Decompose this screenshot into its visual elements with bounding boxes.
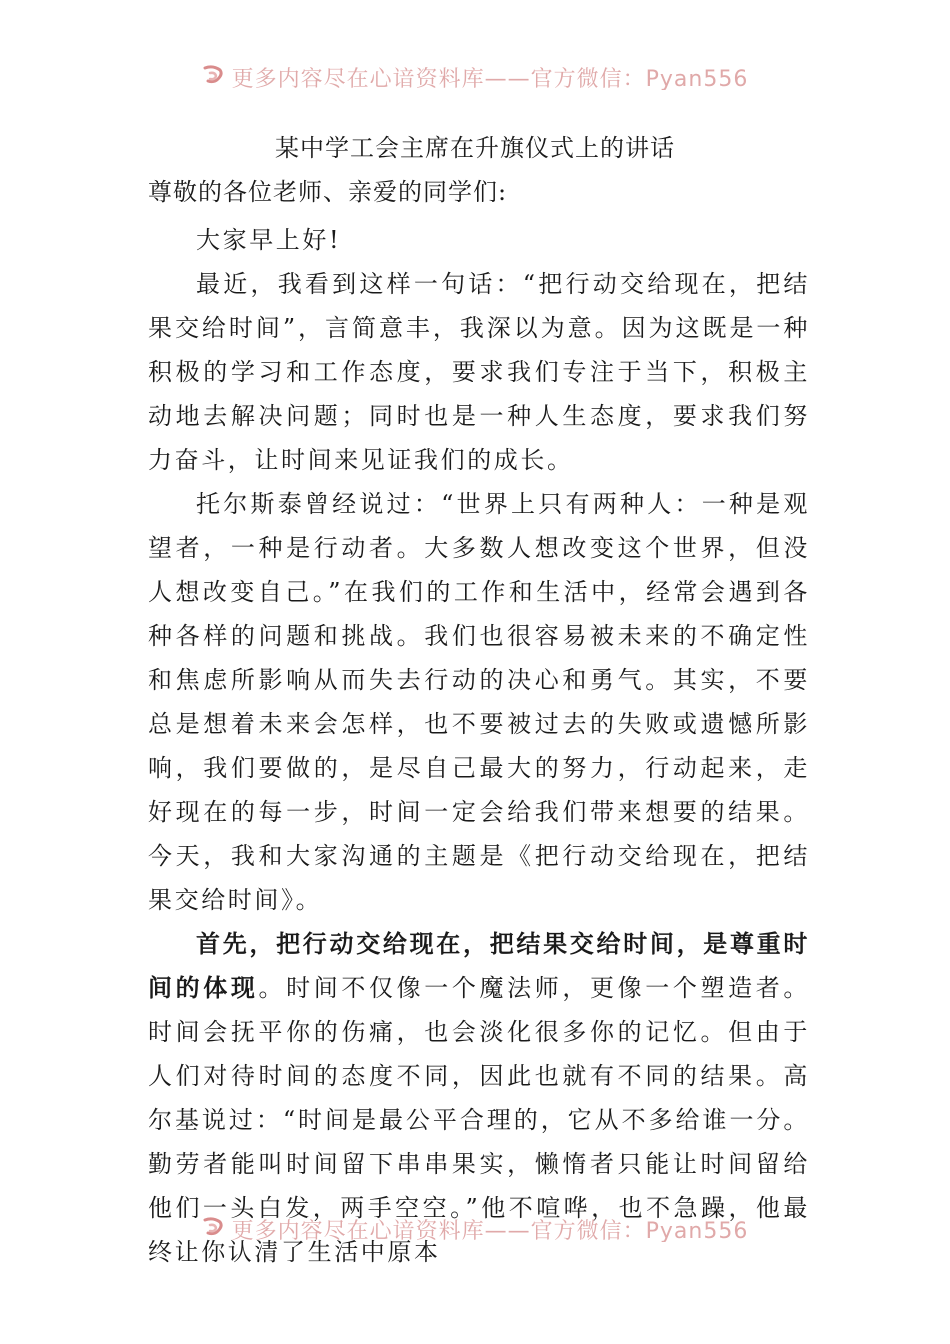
header-watermark [0,50,950,90]
paragraph-1: 最近，我看到这样一句话：“把行动交给现在，把结果交给时间”，言简意丰，我深以为意。因为这既是一种积极的学习和工作态度，要求我们专注于当下，积极主动地去解决问题；同时也是一种人生态度，要求我们努力奋斗，让时间来见证我们的成长。 [148,270,810,474]
paragraph-hello: 大家早上好! [196,226,342,254]
document-body [148,218,810,1274]
paragraph-3-bold-lead: 首先，把行动交给现在，把结果交给时间，是尊重时间的体现 [148,929,810,1002]
document-title: 某中学工会主席在升旗仪式上的讲话 [275,134,675,162]
paragraph-3-text: 。时间不仅像一个魔法师，更像一个塑造者。时间会抚平你的伤痛，也会淡化很多你的记忆。但由于人们对待时间的态度不同，因此也就有不同的结果。高尔基说过：“时间是最公平合理的，它从不多给谁一分。勤劳者能叫时间留下串串果实，懒惰者只能让时间留给他们一头白发，两手空空。”他不喧哗，也不急躁，他最终让你认清了生活中原本 [148,974,811,1266]
footer-watermark [0,1202,950,1242]
watermark-text: 更多内容尽在心谙资料库——官方微信：Pyan556 [231,1218,749,1242]
greeting: 尊敬的各位老师、亲爱的同学们: [148,178,508,206]
watermark-logo-icon [202,64,224,86]
watermark-logo-icon [202,1216,224,1238]
paragraph-2: 托尔斯泰曾经说过：“世界上只有两种人：一种是观望者，一种是行动者。大多数人想改变这个世界，但没人想改变自己。”在我们的工作和生活中，经常会遇到各种各样的问题和挑战。我们也很容易被未来的不确定性和焦虑所影响从而失去行动的决心和勇气。其实，不要总是想着未来会怎样，也不要被过去的失败或遗憾所影响，我们要做的，是尽自己最大的努力，行动起来，走好现在的每一步，时间一定会给我们带来想要的结果。今天，我和大家沟通的主题是《把行动交给现在，把结果交给时间》。 [148,490,810,914]
watermark-text: 更多内容尽在心谙资料库——官方微信：Pyan556 [231,66,749,90]
